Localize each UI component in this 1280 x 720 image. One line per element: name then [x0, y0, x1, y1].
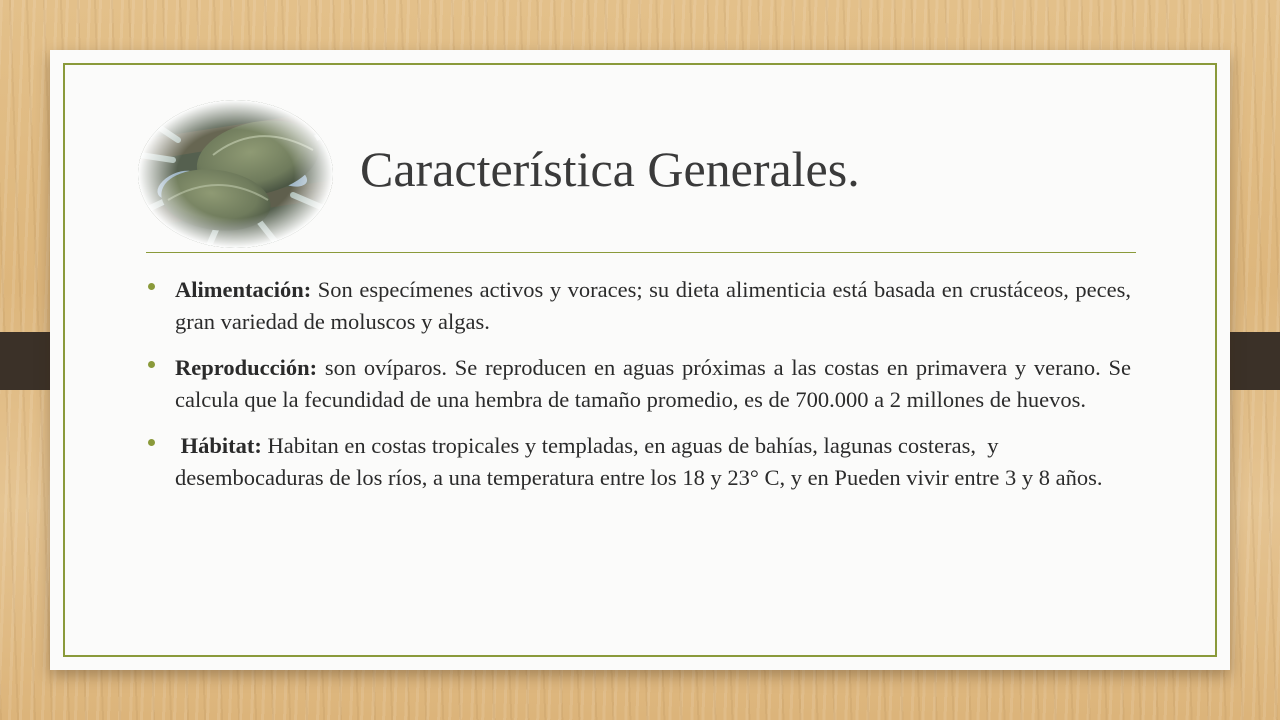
- bullet-list: [146, 274, 1131, 508]
- bullet-dot-icon: [148, 439, 155, 446]
- bullet-label: Alimentación:: [175, 277, 312, 302]
- slide-title: Característica Generales.: [360, 141, 860, 197]
- bullet-reproduccion: [146, 352, 1131, 416]
- bullet-dot-icon: [148, 361, 155, 368]
- bullet-text: Habitan en costas tropicales y templadas, en aguas de bahías, lagunas costeras, y desembocaduras de los ríos, a una temperatura entre los 18 y 23° C, y en Pueden vivir entre 3 y 8 años.: [175, 433, 1103, 490]
- crab-photo: [138, 100, 333, 248]
- bullet-dot-icon: [148, 283, 155, 290]
- slide: [50, 50, 1230, 670]
- bullet-text: son ovíparos. Se reproducen en aguas próximas a las costas en primavera y verano. Se calcula que la fecundidad de una hembra de tamaño promedio, es de 700.000 a 2 millones de huevos.: [175, 355, 1131, 412]
- title-divider: [146, 252, 1136, 253]
- bullet-alimentacion: [146, 274, 1131, 338]
- bullet-text: Son especímenes activos y voraces; su dieta alimenticia está basada en crustáceos, peces, gran variedad de moluscos y algas.: [175, 277, 1131, 334]
- bullet-habitat: [146, 430, 1125, 494]
- bullet-label: Reproducción:: [175, 355, 318, 380]
- bullet-label: Hábitat:: [175, 433, 262, 458]
